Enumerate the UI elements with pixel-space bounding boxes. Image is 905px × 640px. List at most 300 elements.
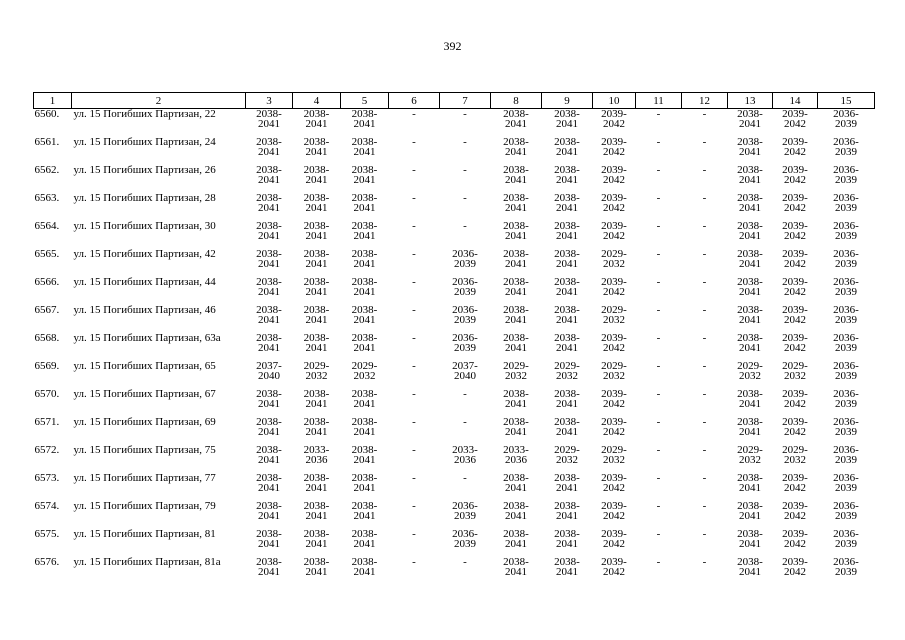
table-row [34, 277, 875, 305]
period-cell [440, 501, 491, 529]
period-value: 2036- 2039 [452, 332, 478, 354]
period-cell [773, 361, 818, 389]
dash-mark: - [412, 556, 416, 568]
period-cell [293, 417, 341, 445]
period-value: 2038- 2041 [737, 416, 763, 438]
empty-period-cell [440, 417, 491, 445]
period-value: 2038- 2041 [737, 220, 763, 242]
empty-period-cell [389, 193, 440, 221]
period-cell [542, 109, 593, 138]
period-value: 2039- 2042 [601, 136, 627, 158]
dash-mark: - [656, 416, 661, 428]
period-value: 2038- 2041 [303, 164, 330, 186]
period-cell [542, 389, 593, 417]
period-cell [293, 389, 341, 417]
address-cell: ул. 15 Погибших Партизан, 75 [73, 444, 216, 456]
period-value: 2029- 2032 [303, 360, 330, 382]
table-row [34, 417, 875, 445]
period-value: 2038- 2041 [303, 276, 330, 298]
period-value: 2039- 2042 [601, 220, 627, 242]
period-value: 2039- 2042 [782, 556, 808, 578]
period-cell [542, 445, 593, 473]
period-cell [491, 249, 542, 277]
empty-period-cell [636, 249, 682, 277]
dash-mark: - [412, 108, 416, 120]
dash-mark: - [412, 164, 416, 176]
empty-period-cell [440, 389, 491, 417]
period-value: 2039- 2042 [782, 164, 808, 186]
address-cell: ул. 15 Погибших Партизан, 81 [73, 528, 216, 540]
period-value: 2038- 2041 [503, 332, 529, 354]
period-cell [593, 333, 636, 361]
table-row [34, 193, 875, 221]
table-row [34, 333, 875, 361]
period-value: 2038- 2041 [351, 472, 378, 494]
dash-mark: - [702, 444, 707, 456]
period-cell [491, 389, 542, 417]
period-cell [491, 557, 542, 585]
period-value: 2039- 2042 [601, 276, 627, 298]
period-value: 2039- 2042 [782, 276, 808, 298]
empty-period-cell [440, 473, 491, 501]
period-value: 2029- 2032 [737, 444, 763, 466]
period-value: 2038- 2041 [256, 192, 282, 214]
period-value: 2038- 2041 [351, 108, 378, 130]
column-header: 1 [34, 93, 72, 109]
address-cell: ул. 15 Погибших Партизан, 77 [73, 472, 216, 484]
period-value: 2038- 2041 [503, 192, 529, 214]
period-value: 2038- 2041 [256, 416, 282, 438]
column-header: 8 [491, 93, 542, 109]
table-row [34, 361, 875, 389]
period-value: 2039- 2042 [601, 388, 627, 410]
period-value: 2036- 2039 [452, 500, 478, 522]
period-cell [773, 529, 818, 557]
empty-period-cell [389, 165, 440, 193]
period-value: 2029- 2032 [782, 444, 808, 466]
column-header: 3 [246, 93, 293, 109]
period-value: 2036- 2039 [833, 444, 859, 466]
table-row [34, 165, 875, 193]
dash-mark: - [656, 472, 661, 484]
page-number: 392 [443, 39, 462, 53]
period-cell [728, 501, 773, 529]
period-cell [491, 137, 542, 165]
period-value: 2036- 2039 [833, 332, 859, 354]
address-cell: ул. 15 Погибших Партизан, 44 [73, 276, 216, 288]
period-cell [593, 165, 636, 193]
table-row [34, 445, 875, 473]
period-value: 2038- 2041 [303, 304, 330, 326]
table-row [34, 249, 875, 277]
period-value: 2038- 2041 [256, 528, 282, 550]
period-value: 2038- 2041 [554, 556, 580, 578]
dash-mark: - [412, 444, 416, 456]
period-cell [728, 389, 773, 417]
period-value: 2038- 2041 [256, 444, 282, 466]
period-cell [246, 361, 293, 389]
dash-mark: - [702, 220, 707, 232]
period-value: 2038- 2041 [503, 136, 529, 158]
period-cell [341, 473, 389, 501]
period-value: 2038- 2041 [503, 528, 529, 550]
period-value: 2038- 2041 [554, 164, 580, 186]
dash-mark: - [463, 164, 467, 176]
period-cell [341, 109, 389, 138]
period-cell [593, 445, 636, 473]
period-cell [728, 137, 773, 165]
row-number: 6564. [34, 220, 60, 232]
period-cell [542, 417, 593, 445]
period-cell [818, 193, 875, 221]
period-value: 2036- 2039 [452, 304, 478, 326]
period-cell [773, 277, 818, 305]
period-cell [818, 333, 875, 361]
empty-period-cell [682, 305, 728, 333]
period-cell [728, 333, 773, 361]
period-cell [491, 445, 542, 473]
period-value: 2038- 2041 [351, 528, 378, 550]
empty-period-cell [636, 361, 682, 389]
period-cell [246, 305, 293, 333]
dash-mark: - [656, 500, 661, 512]
empty-period-cell [389, 557, 440, 585]
dash-mark: - [412, 192, 416, 204]
dash-mark: - [463, 136, 467, 148]
address-cell: ул. 15 Погибших Партизан, 28 [73, 192, 216, 204]
period-value: 2038- 2041 [554, 248, 580, 270]
period-value: 2036- 2039 [833, 360, 859, 382]
table-row [34, 557, 875, 585]
empty-period-cell [682, 445, 728, 473]
period-cell [293, 529, 341, 557]
period-value: 2029- 2032 [601, 304, 627, 326]
period-value: 2038- 2041 [351, 192, 378, 214]
dash-mark: - [656, 164, 661, 176]
dash-mark: - [463, 388, 467, 400]
period-value: 2039- 2042 [601, 164, 627, 186]
empty-period-cell [389, 137, 440, 165]
table-row [34, 529, 875, 557]
period-value: 2038- 2041 [351, 444, 378, 466]
address-cell: ул. 15 Погибших Партизан, 67 [73, 388, 216, 400]
row-number: 6571. [34, 416, 60, 428]
dash-mark: - [412, 248, 416, 260]
period-cell [440, 277, 491, 305]
period-cell [293, 221, 341, 249]
empty-period-cell [682, 137, 728, 165]
period-value: 2038- 2041 [737, 304, 763, 326]
period-value: 2039- 2042 [782, 332, 808, 354]
empty-period-cell [389, 501, 440, 529]
dash-mark: - [702, 360, 707, 372]
empty-period-cell [636, 277, 682, 305]
period-cell [341, 417, 389, 445]
period-cell [246, 389, 293, 417]
period-value: 2038- 2041 [256, 108, 282, 130]
dash-mark: - [412, 220, 416, 232]
period-value: 2036- 2039 [833, 416, 859, 438]
address-cell: ул. 15 Погибших Партизан, 63а [73, 332, 221, 344]
period-cell [542, 165, 593, 193]
period-cell [593, 389, 636, 417]
period-value: 2038- 2041 [256, 304, 282, 326]
period-value: 2038- 2041 [303, 332, 330, 354]
period-value: 2029- 2032 [351, 360, 378, 382]
row-number: 6562. [34, 164, 60, 176]
dash-mark: - [702, 164, 707, 176]
period-cell [818, 361, 875, 389]
address-cell: ул. 15 Погибших Партизан, 22 [73, 108, 216, 120]
period-value: 2038- 2041 [503, 164, 529, 186]
period-cell [593, 277, 636, 305]
period-cell [491, 109, 542, 138]
address-cell: ул. 15 Погибших Партизан, 42 [73, 248, 216, 260]
period-cell [542, 305, 593, 333]
period-value: 2038- 2041 [351, 220, 378, 242]
period-cell [341, 333, 389, 361]
table-row [34, 137, 875, 165]
empty-period-cell [682, 109, 728, 138]
row-number: 6570. [34, 388, 60, 400]
empty-period-cell [389, 529, 440, 557]
period-value: 2039- 2042 [601, 416, 627, 438]
period-value: 2038- 2041 [256, 248, 282, 270]
period-cell [491, 417, 542, 445]
empty-period-cell [636, 109, 682, 138]
period-cell [491, 333, 542, 361]
empty-period-cell [682, 501, 728, 529]
period-value: 2036- 2039 [833, 500, 859, 522]
period-value: 2036- 2039 [833, 388, 859, 410]
dash-mark: - [412, 472, 416, 484]
empty-period-cell [440, 165, 491, 193]
period-cell [246, 529, 293, 557]
period-cell [818, 417, 875, 445]
period-value: 2029- 2032 [601, 444, 627, 466]
dash-mark: - [702, 416, 707, 428]
period-cell [773, 193, 818, 221]
period-value: 2038- 2041 [256, 332, 282, 354]
period-value: 2038- 2041 [303, 248, 330, 270]
period-value: 2038- 2041 [554, 136, 580, 158]
period-value: 2038- 2041 [737, 192, 763, 214]
period-cell [728, 445, 773, 473]
period-cell [491, 305, 542, 333]
column-header: 12 [682, 93, 728, 109]
period-value: 2038- 2041 [503, 220, 529, 242]
period-cell [246, 501, 293, 529]
dash-mark: - [656, 192, 661, 204]
period-cell [818, 501, 875, 529]
row-number: 6565. [34, 248, 60, 260]
dash-mark: - [656, 276, 661, 288]
dash-mark: - [702, 528, 707, 540]
row-number: 6574. [34, 500, 60, 512]
period-value: 2038- 2041 [303, 136, 330, 158]
period-cell [246, 165, 293, 193]
period-cell [542, 529, 593, 557]
period-value: 2038- 2041 [256, 136, 282, 158]
empty-period-cell [636, 165, 682, 193]
period-cell [728, 221, 773, 249]
period-cell [542, 221, 593, 249]
row-number: 6576. [34, 556, 60, 568]
table-row [34, 305, 875, 333]
period-value: 2039- 2042 [782, 192, 808, 214]
dash-mark: - [702, 136, 707, 148]
period-cell [818, 277, 875, 305]
period-value: 2038- 2041 [554, 472, 580, 494]
period-cell [491, 501, 542, 529]
period-value: 2038- 2041 [303, 108, 330, 130]
period-cell [773, 417, 818, 445]
period-value: 2039- 2042 [601, 528, 627, 550]
period-value: 2039- 2042 [782, 108, 808, 130]
period-cell [593, 137, 636, 165]
period-value: 2038- 2041 [503, 472, 529, 494]
period-value: 2039- 2042 [601, 332, 627, 354]
dash-mark: - [656, 528, 661, 540]
period-cell [246, 445, 293, 473]
address-cell: ул. 15 Погибших Партизан, 65 [73, 360, 216, 372]
period-cell [728, 193, 773, 221]
period-value: 2039- 2042 [782, 220, 808, 242]
period-cell [341, 137, 389, 165]
period-value: 2039- 2042 [782, 500, 808, 522]
period-cell [773, 501, 818, 529]
period-cell [341, 445, 389, 473]
period-value: 2039- 2042 [782, 528, 808, 550]
period-cell [818, 249, 875, 277]
period-value: 2038- 2041 [737, 528, 763, 550]
period-value: 2038- 2041 [503, 500, 529, 522]
empty-period-cell [440, 109, 491, 138]
period-value: 2038- 2041 [554, 500, 580, 522]
period-value: 2036- 2039 [833, 276, 859, 298]
period-value: 2038- 2041 [737, 108, 763, 130]
period-value: 2036- 2039 [833, 108, 859, 130]
period-cell [728, 557, 773, 585]
period-value: 2038- 2041 [554, 192, 580, 214]
empty-period-cell [636, 137, 682, 165]
empty-period-cell [682, 389, 728, 417]
period-cell [593, 417, 636, 445]
period-cell [440, 361, 491, 389]
period-cell [341, 361, 389, 389]
period-value: 2036- 2039 [833, 192, 859, 214]
empty-period-cell [682, 165, 728, 193]
period-cell [440, 333, 491, 361]
empty-period-cell [636, 221, 682, 249]
period-cell [542, 557, 593, 585]
period-value: 2036- 2039 [452, 248, 478, 270]
period-value: 2029- 2032 [503, 360, 529, 382]
column-header: 10 [593, 93, 636, 109]
period-cell [542, 361, 593, 389]
period-value: 2039- 2042 [782, 304, 808, 326]
period-cell [542, 333, 593, 361]
period-value: 2036- 2039 [833, 164, 859, 186]
period-cell [593, 557, 636, 585]
period-cell [818, 305, 875, 333]
period-cell [293, 361, 341, 389]
period-value: 2038- 2041 [351, 388, 378, 410]
column-header: 11 [636, 93, 682, 109]
empty-period-cell [636, 193, 682, 221]
period-value: 2038- 2041 [554, 416, 580, 438]
period-value: 2038- 2041 [303, 416, 330, 438]
dash-mark: - [702, 332, 707, 344]
period-cell [728, 277, 773, 305]
period-cell [341, 389, 389, 417]
period-value: 2039- 2042 [601, 472, 627, 494]
empty-period-cell [389, 361, 440, 389]
period-value: 2038- 2041 [351, 500, 378, 522]
dash-mark: - [463, 192, 467, 204]
period-value: 2038- 2041 [503, 416, 529, 438]
empty-period-cell [440, 137, 491, 165]
period-value: 2038- 2041 [503, 108, 529, 130]
row-number: 6567. [34, 304, 60, 316]
period-cell [728, 529, 773, 557]
period-cell [293, 305, 341, 333]
empty-period-cell [682, 473, 728, 501]
period-value: 2039- 2042 [601, 500, 627, 522]
column-header: 4 [293, 93, 341, 109]
period-cell [293, 165, 341, 193]
table-row [34, 389, 875, 417]
empty-period-cell [440, 221, 491, 249]
column-header: 5 [341, 93, 389, 109]
period-value: 2038- 2041 [256, 556, 282, 578]
period-value: 2038- 2041 [554, 276, 580, 298]
period-cell [773, 389, 818, 417]
period-cell [491, 361, 542, 389]
period-value: 2038- 2041 [737, 136, 763, 158]
period-cell [246, 193, 293, 221]
period-cell [728, 305, 773, 333]
period-cell [491, 277, 542, 305]
period-value: 2038- 2041 [303, 556, 330, 578]
period-value: 2033- 2036 [303, 444, 330, 466]
period-cell [818, 109, 875, 138]
empty-period-cell [636, 389, 682, 417]
period-cell [593, 221, 636, 249]
dash-mark: - [412, 360, 416, 372]
period-cell [293, 137, 341, 165]
table-row [34, 221, 875, 249]
period-cell [246, 473, 293, 501]
period-value: 2039- 2042 [782, 416, 808, 438]
period-value: 2029- 2032 [601, 248, 627, 270]
column-header: 14 [773, 93, 818, 109]
period-value: 2036- 2039 [833, 248, 859, 270]
period-value: 2029- 2032 [554, 360, 580, 382]
empty-period-cell [389, 249, 440, 277]
period-value: 2036- 2039 [452, 528, 478, 550]
empty-period-cell [682, 333, 728, 361]
period-cell [728, 109, 773, 138]
period-cell [542, 137, 593, 165]
dash-mark: - [463, 472, 467, 484]
row-number: 6572. [34, 444, 60, 456]
period-value: 2038- 2041 [256, 164, 282, 186]
period-cell [773, 137, 818, 165]
empty-period-cell [389, 445, 440, 473]
period-value: 2038- 2041 [503, 388, 529, 410]
period-cell [491, 473, 542, 501]
